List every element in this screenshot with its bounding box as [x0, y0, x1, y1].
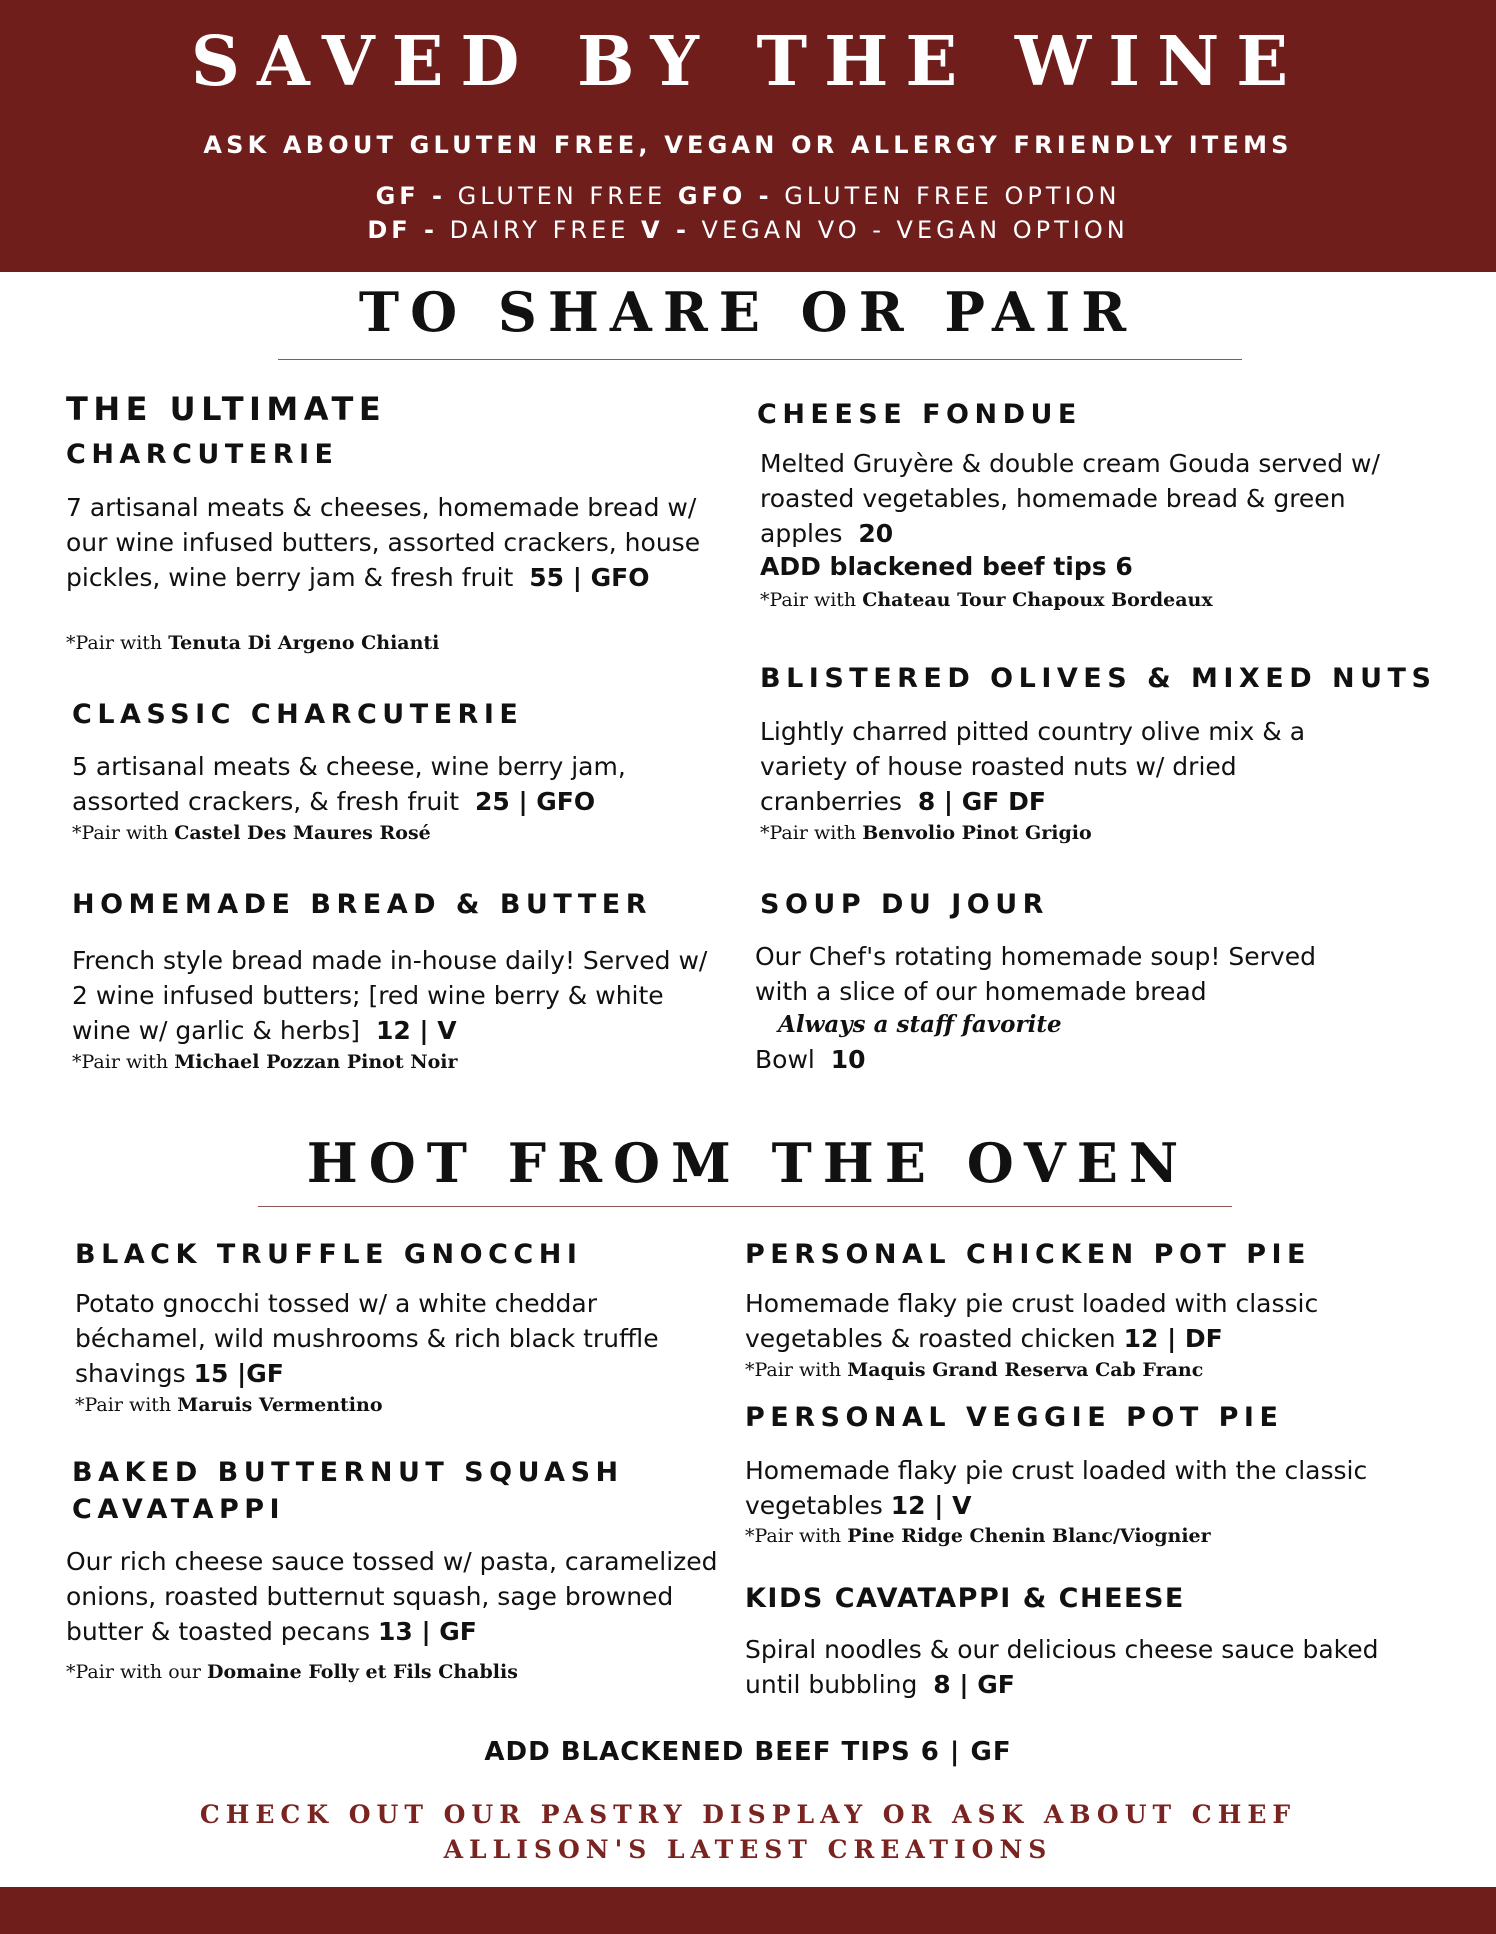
item-title-blistered-olives: BLISTERED OLIVES & MIXED NUTS [760, 663, 1437, 694]
wine-pairing-veggie-pot-pie: *Pair with Pine Ridge Chenin Blanc/Viognier [745, 1525, 1211, 1547]
addon-beef-tips-footer: ADD BLACKENED BEEF TIPS 6 | GF [484, 1737, 1012, 1767]
item-title-black-truffle-gnocchi: BLACK TRUFFLE GNOCCHI [75, 1239, 583, 1270]
item-description-classic-charcuterie: 5 artisanal meats & cheese, wine berry jam, assorted crackers, & fresh fruit 25 | GFO [72, 752, 626, 816]
item-title-soup-du-jour: SOUP DU JOUR [760, 889, 1049, 920]
pastry-display-notice: CHECK OUT OUR PASTRY DISPLAY OR ASK ABOUT CHEF ALLISON'S LATEST CREATIONS [199, 1800, 1297, 1864]
item-description-chicken-pot-pie: Homemade flaky pie crust loaded with classic vegetables & roasted chicken 12 | DF [745, 1289, 1319, 1353]
item-title-kids-cavatappi: KIDS CAVATAPPI & CHEESE [745, 1583, 1185, 1614]
item-description-soup-du-jour: Our Chef's rotating homemade soup! Served with a slice of our homemade bread [755, 942, 1316, 1006]
wine-pairing-butternut-squash-cavatappi: *Pair with our Domaine Folly et Fils Chablis [66, 1661, 518, 1683]
item-description-butternut-squash-cavatappi: Our rich cheese sauce tossed w/ pasta, caramelized onions, roasted butternut squash, sage browned butter & toasted pecans 13 | GF [66, 1547, 718, 1646]
dietary-legend-line-2 [0, 215, 1496, 245]
footer-bar [0, 1887, 1496, 1934]
item-title-ultimate-charcuterie-line-2: CHARCUTERIE [66, 439, 339, 470]
legend-v-text: VEGAN [689, 216, 818, 244]
legend-gfo-text: GLUTEN FREE OPTION [772, 182, 1121, 210]
legend-df-code: DF - [367, 216, 438, 244]
item-title-bread-butter: HOMEMADE BREAD & BUTTER [72, 889, 653, 920]
item-description-kids-cavatappi: Spiral noodles & our delicious cheese sauce baked until bubbling 8 | GF [745, 1635, 1379, 1699]
item-description-black-truffle-gnocchi: Potato gnocchi tossed w/ a white cheddar béchamel, wild mushrooms & rich black truffle shavings 15 |GF [75, 1289, 659, 1388]
menu-header [0, 0, 1496, 272]
section-title-share: TO SHARE OR PAIR [358, 280, 1138, 344]
allergy-notice: ASK ABOUT GLUTEN FREE, VEGAN OR ALLERGY FRIENDLY ITEMS [203, 131, 1293, 159]
section-divider [258, 1206, 1232, 1207]
item-description-veggie-pot-pie: Homemade flaky pie crust loaded with the classic vegetables 12 | V [745, 1456, 1368, 1520]
item-price: 8 | GF [933, 1670, 1015, 1699]
item-price: 8 | GF DF [917, 787, 1046, 816]
wine-pairing-chicken-pot-pie: *Pair with Maquis Grand Reserva Cab Franc [745, 1359, 1204, 1381]
soup-bowl-price: Bowl 10 [755, 1045, 866, 1074]
item-title-veggie-pot-pie: PERSONAL VEGGIE POT PIE [745, 1402, 1284, 1433]
dietary-legend-line-1 [0, 181, 1496, 211]
section-divider [278, 359, 1242, 360]
wine-pairing-bread-butter: *Pair with Michael Pozzan Pinot Noir [72, 1051, 458, 1073]
staff-favorite-note: Always a staff favorite [778, 1011, 1062, 1038]
wine-pairing-ultimate-charcuterie: *Pair with Tenuta Di Argeno Chianti [66, 632, 440, 654]
wine-pairing-classic-charcuterie: *Pair with Castel Des Maures Rosé [72, 822, 431, 844]
wine-pairing-cheese-fondue: *Pair with Chateau Tour Chapoux Bordeaux [760, 589, 1213, 611]
legend-gf-code: GF - [375, 182, 447, 210]
item-title-butternut-squash-cavatappi: BAKED BUTTERNUT SQUASH [72, 1457, 624, 1488]
item-title-cheese-fondue: CHEESE FONDUE [757, 399, 1082, 430]
item-price: 55 | GFO [529, 563, 650, 592]
item-price: 12 | V [375, 1016, 457, 1045]
legend-vo-text: VO - VEGAN OPTION [817, 216, 1129, 244]
addon-beef-tips-fondue: ADD blackened beef tips 6 [760, 552, 1133, 581]
item-title-ultimate-charcuterie: THE ULTIMATE [66, 390, 387, 428]
legend-gf-text: GLUTEN FREE [446, 182, 678, 210]
wine-pairing-black-truffle-gnocchi: *Pair with Maruis Vermentino [75, 1394, 383, 1416]
item-description-ultimate-charcuterie: 7 artisanal meats & cheeses, homemade bread w/ our wine infused butters, assorted crackers, house pickles, wine berry jam & fresh fruit 55 | GFO [66, 493, 701, 592]
item-title-chicken-pot-pie: PERSONAL CHICKEN POT PIE [745, 1239, 1311, 1270]
wine-pairing-blistered-olives: *Pair with Benvolio Pinot Grigio [760, 822, 1092, 844]
item-price: 13 | GF [377, 1617, 477, 1646]
legend-v-code: V - [641, 216, 690, 244]
item-title-butternut-squash-cavatappi-line-2: CAVATAPPI [72, 1494, 286, 1525]
section-title-oven: HOT FROM THE OVEN [306, 1131, 1190, 1195]
item-description-cheese-fondue: Melted Gruyère & double cream Gouda served w/ roasted vegetables, homemade bread & green apples 20 [760, 449, 1380, 548]
legend-df-text: DAIRY FREE [437, 216, 642, 244]
item-price: 12 | V [890, 1491, 972, 1520]
restaurant-name: SAVED BY THE WINE [190, 22, 1306, 102]
item-price: 25 | GFO [474, 787, 596, 816]
item-description-blistered-olives: Lightly charred pitted country olive mix & a variety of house roasted nuts w/ dried cranberries 8 | GF DF [760, 717, 1306, 816]
item-price: 12 | DF [1123, 1324, 1223, 1353]
legend-gfo-code: GFO - [677, 182, 773, 210]
item-description-bread-butter: French style bread made in-house daily! Served w/ 2 wine infused butters; [red wine berry & white wine w/ garlic & herbs] 12 | V [72, 946, 708, 1045]
item-price: 20 [858, 519, 894, 548]
item-title-classic-charcuterie: CLASSIC CHARCUTERIE [72, 699, 524, 730]
item-price: 10 [830, 1045, 866, 1074]
item-price: 15 |GF [193, 1359, 284, 1388]
